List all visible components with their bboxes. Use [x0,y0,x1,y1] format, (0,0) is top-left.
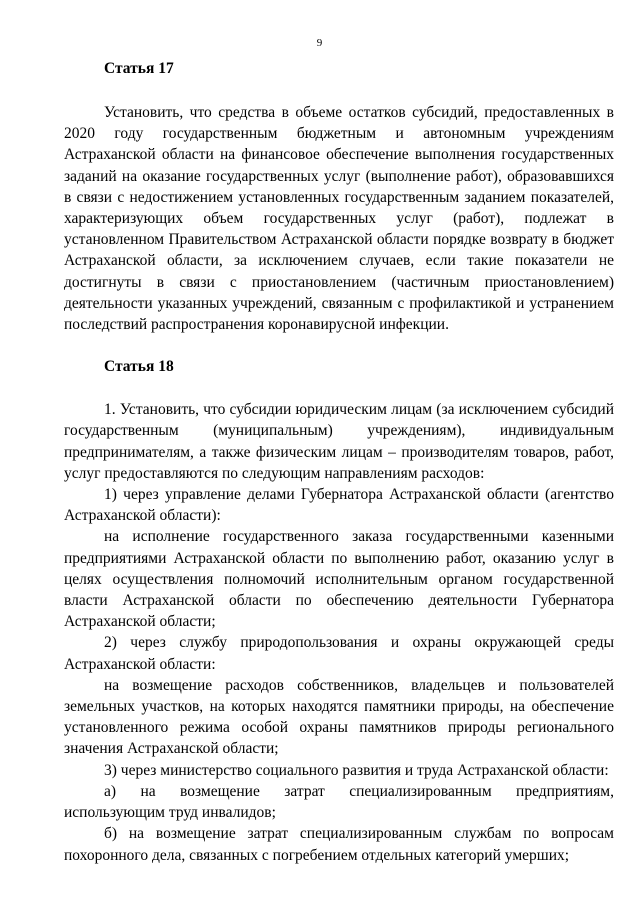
article-18-heading: Статья 18 [104,358,174,376]
article-17-heading: Статья 17 [104,60,174,77]
page-number: 9 [316,37,323,49]
article-18-item-2: 2) через службу природопользования и охраны окружающей среды Астраханской области: [64,634,614,673]
article-18-item-3-a: а) на возмещение затрат специализированным предприятиям, использующим труд инвалидов; [64,782,614,822]
article-18-item-1: 1) через управление делами Губернатора Астраханской области (агентство Астраханской области): [64,486,614,525]
article-17-paragraph: Установить, что средства в объеме остатков субсидий, предоставленных в 2020 году государственным бюджетным и автономным учреждениям Астраханской области на финансовое обеспечение выполнения государственных заданий на оказание государственных услуг (выполнение работ), образовавшихся в связи с недостижением установленных государственным заданием показателей, характеризующих объем государственных услуг (работ), подлежат в установленном Правительством Астраханской области порядке возврату в бюджет Астраханской области, за исключением случаев, если такие показатели не достигнуты в связи с приостановлением (частичным приостановлением) деятельности указанных учреждений, связанным с профилактикой и устранением последствий распространения коронавирусной инфекции. [64,104,614,334]
page-content [64,58,614,866]
article-18-item-3: 3) через министерство социального развития и труда Астраханской области: [104,761,609,779]
article-18-item-2-text: на возмещение расходов собственников, владельцев и пользователей земельных участков, на которых находятся памятники природы, на обеспечение установленного режима особой охраны памятников природы регионального значения Астраханской области; [64,676,614,758]
article-18-item-3-b: б) на возмещение затрат специализированным службам по вопросам похоронного дела, связанных с погребением отдельных категорий умерших; [64,825,614,864]
article-18-paragraph-1: 1. Установить, что субсидии юридическим лицам (за исключением субсидий государственным (муниципальным) учреждениям), индивидуальным предпринимателям, а также физическим лицам – производителям товаров, работ, услуг предоставляются по следующим направлениям расходов: [64,401,614,482]
article-18-item-1-text: на исполнение государственного заказа государственными казенными предприятиями Астраханской области по выполнению работ, оказанию услуг в целях осуществления полномочий исполнительным органом государственной власти Астраханской области по обеспечению деятельности Губернатора Астраханской области; [64,528,614,631]
